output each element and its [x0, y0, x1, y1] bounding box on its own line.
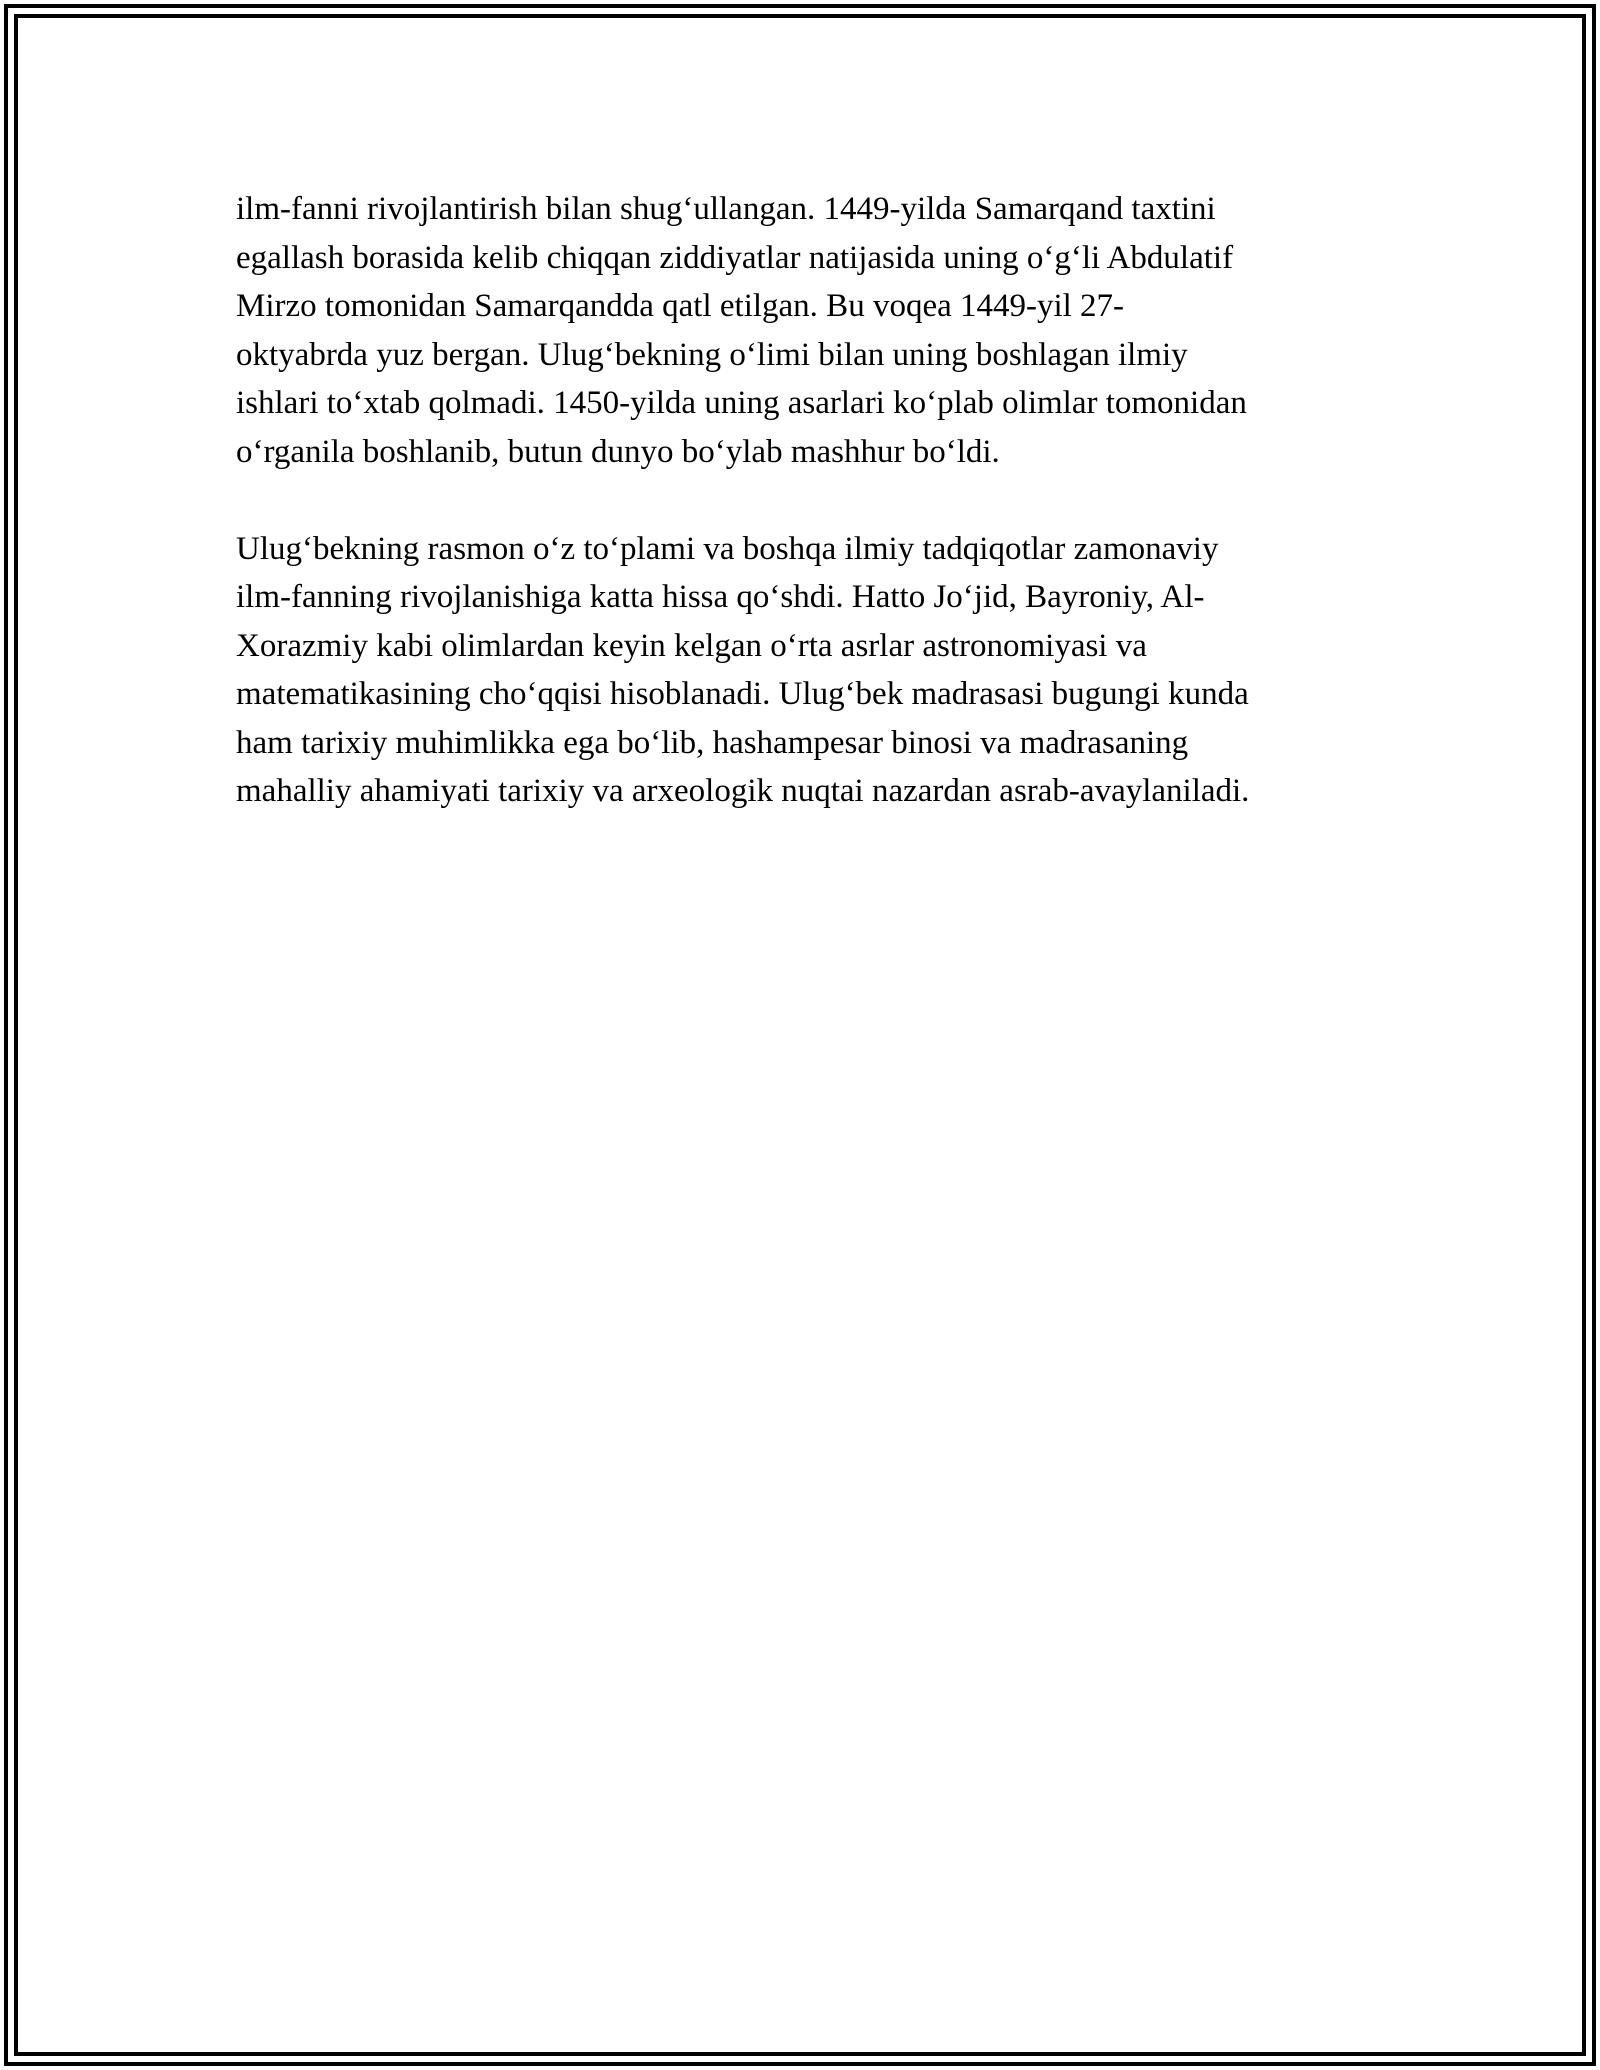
text-line: Xorazmiy kabi olimlardan keyin kelgan o‘rta asrlar astronomiyasi va [236, 627, 1147, 664]
text-line: matematikasining cho‘qqisi hisoblanadi. Ulug‘bek madrasasi bugungi kunda [236, 676, 1249, 712]
paragraph-1 [236, 185, 1376, 476]
text-line: ishlari to‘xtab qolmadi. 1450-yilda uning asarlari ko‘plab olimlar tomonidan [236, 385, 1247, 421]
document-body [236, 185, 1376, 864]
text-line: ilm-fanning rivojlanishiga katta hissa qo‘shdi. Hatto Jo‘jid, Bayroniy, Al- [236, 579, 1205, 615]
text-line: o‘rganila boshlanib, butun dunyo bo‘ylab mashhur bo‘ldi. [236, 433, 1000, 470]
text-line: mahalliy ahamiyati tarixiy va arxeologik nuqtai nazardan asrab-avaylaniladi. [236, 773, 1250, 809]
text-line: Mirzo tomonidan Samarqandda qatl etilgan. Bu voqea 1449-yil 27- [236, 288, 1125, 324]
text-line: oktyabrda yuz bergan. Ulug‘bekning o‘limi bilan uning boshlagan ilmiy [236, 336, 1188, 373]
text-line: ilm-fanni rivojlantirish bilan shug‘ullangan. 1449-yilda Samarqand taxtini [236, 191, 1216, 227]
paragraph-2 [236, 525, 1376, 816]
text-line: ham tarixiy muhimlikka ega bo‘lib, hashampesar binosi va madrasaning [236, 724, 1189, 761]
text-line: Ulug‘bekning rasmon o‘z to‘plami va boshqa ilmiy tadqiqotlar zamonaviy [236, 530, 1219, 567]
text-line: egallash borasida kelib chiqqan ziddiyatlar natijasida uning o‘g‘li Abdulatif [236, 239, 1234, 276]
